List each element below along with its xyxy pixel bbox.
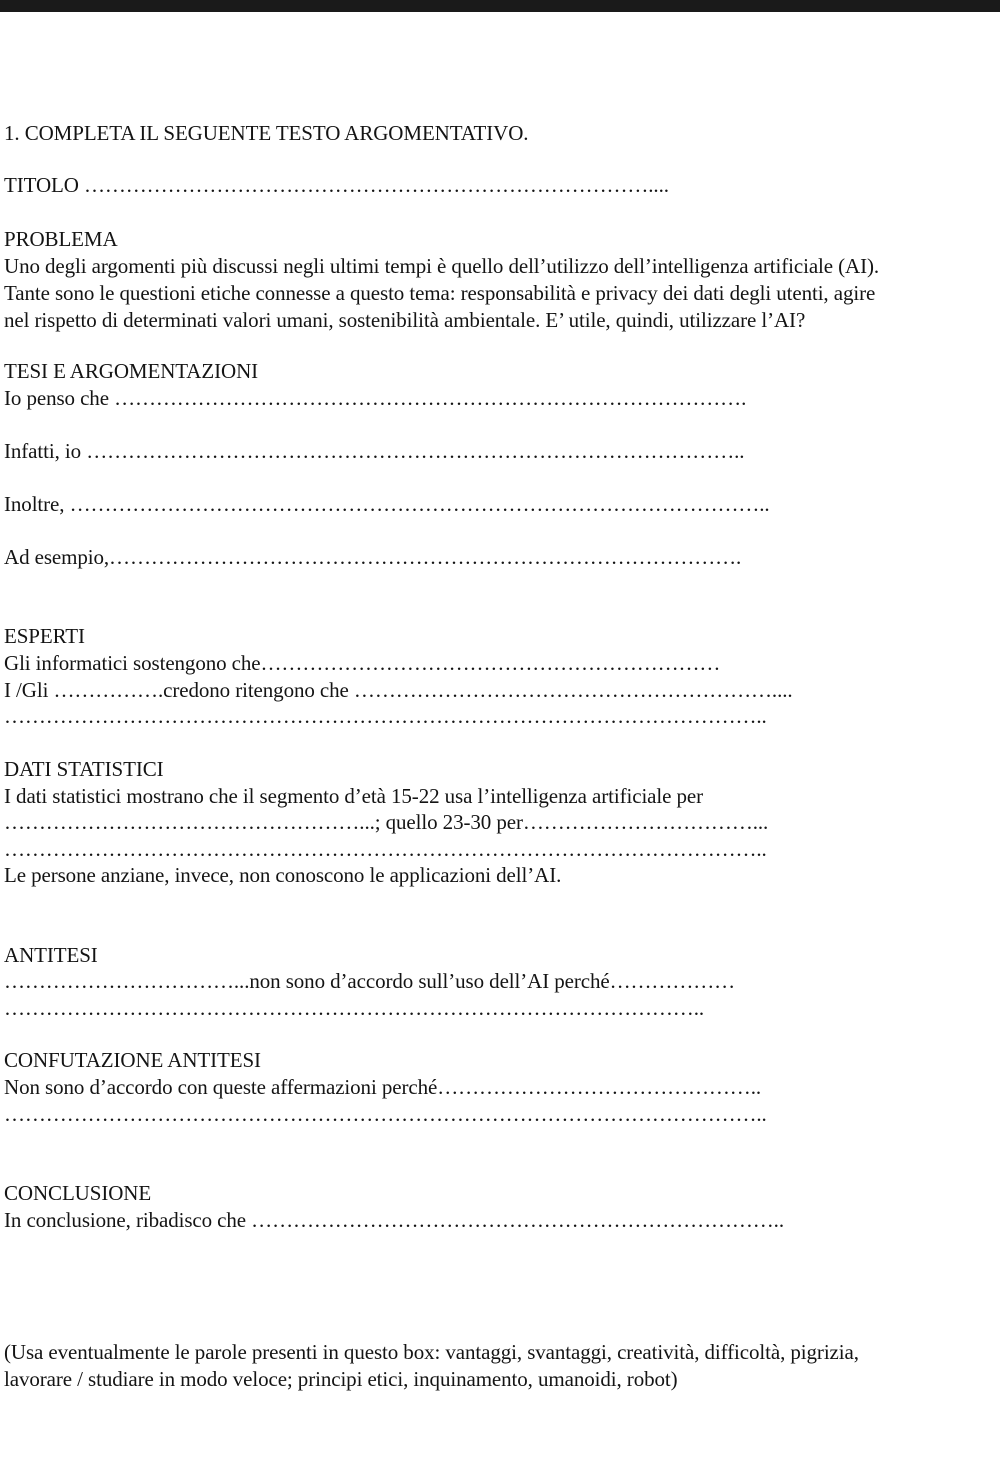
box-hint-line: lavorare / studiare in modo veloce; principi etici, inquinamento, umanoidi, robot) [4,1367,678,1391]
top-bar [0,0,1000,12]
esperti-fill-line: I /Gli …………….credono ritengono che …………………………………………………….... [4,678,793,702]
confutazione-fill-line: Non sono d’accordo con queste affermazioni perché……………………………………….. [4,1075,761,1099]
dati-line: Le persone anziane, invece, non conoscono le applicazioni dell’AI. [4,863,562,887]
exercise-title: 1. COMPLETA IL SEGUENTE TESTO ARGOMENTATIVO. [4,121,529,145]
esperti-heading: ESPERTI [4,624,85,648]
box-hint-line: (Usa eventualmente le parole presenti in questo box: vantaggi, svantaggi, creatività, difficoltà, pigrizia, [4,1340,859,1364]
dati-heading: DATI STATISTICI [4,757,164,781]
tesi-fill-line: Infatti, io ………………………………………………………………………………….. [4,439,745,463]
antitesi-fill-line: ……………………………………………………………………………………….. [4,996,705,1020]
problema-line: Uno degli argomenti più discussi negli ultimi tempi è quello dell’utilizzo dell’intelligenza artificiale (AI). [4,254,880,278]
conclusione-heading: CONCLUSIONE [4,1181,152,1205]
problema-heading: PROBLEMA [4,227,118,251]
tesi-heading: TESI E ARGOMENTAZIONI [4,359,259,383]
confutazione-heading: CONFUTAZIONE ANTITESI [4,1048,261,1072]
problema-line: nel rispetto di determinati valori umani, sostenibilità ambientale. E’ utile, quindi, utilizzare l’AI? [4,308,806,332]
confutazione-fill-line: ……………………………………………………………………………………………….. [4,1102,767,1126]
tesi-fill-line: Inoltre, ……………………………………………………………………………………….. [4,492,770,516]
antitesi-fill-line: ……………………………...non sono d’accordo sull’uso dell’AI perché……………… [4,969,736,993]
tesi-fill-line: Io penso che ………………………………………………………………………………. [4,386,747,410]
dati-line: I dati statistici mostrano che il segmento d’età 15-22 usa l’intelligenza artificiale per [4,784,704,808]
dati-fill-line: ……………………………………………………………………………………………….. [4,837,767,861]
dati-fill-line: ……………………………………………...; quello 23-30 per……………………………... [4,810,769,834]
tesi-fill-line: Ad esempio,………………………………………………………………………………. [4,545,742,569]
esperti-fill-line: Gli informatici sostengono che………………………………………………………… [4,651,721,675]
problema-line: Tante sono le questioni etiche connesse a questo tema: responsabilità e privacy dei dati degli utenti, agire [4,281,876,305]
conclusione-fill-line: In conclusione, ribadisco che ………………………………………………………………….. [4,1208,784,1232]
antitesi-heading: ANTITESI [4,943,98,967]
esperti-fill-line: ……………………………………………………………………………………………….. [4,704,767,728]
titolo-fill-line: TITOLO ……………………………………………………………………….... [4,173,669,197]
